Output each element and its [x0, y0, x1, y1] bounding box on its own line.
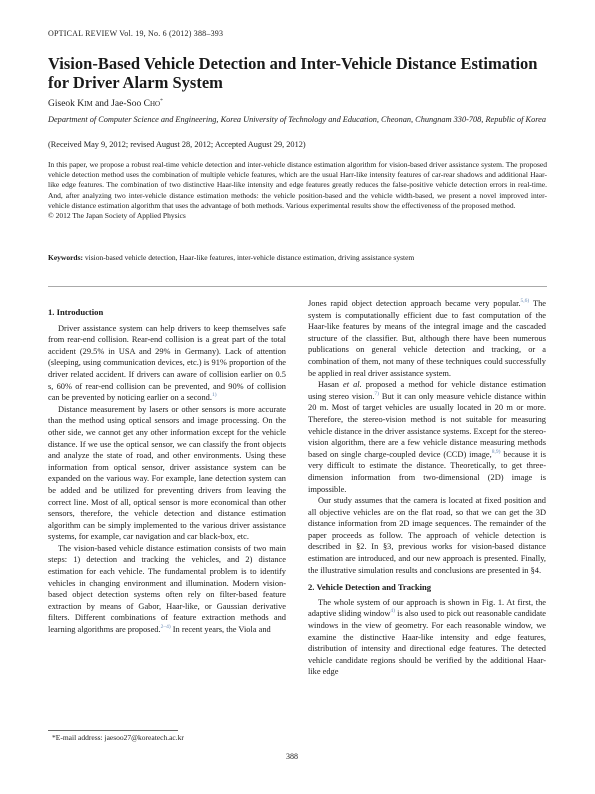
- citation-link[interactable]: 4): [390, 608, 396, 615]
- paper-title: Vision-Based Vehicle Detection and Inter-Vehicle Distance Estimation for Driver Alarm System: [48, 54, 538, 92]
- right-p4-b: is also used to pick out reasonable candidate windows in the view of geometry. For each reasonable window, we examine the distinctive Haar-like intensity and edge features, distribution of intensity and directional edge features. The detected vehicle candidate regions should be verified by the additional Haar-like edge: [308, 609, 546, 677]
- abstract: [48, 160, 547, 221]
- section-divider: [48, 286, 547, 287]
- author-between: and Jae-Soo: [92, 99, 144, 109]
- author-1-last: Kim: [77, 99, 93, 109]
- right-column: [308, 298, 546, 678]
- intro-paragraph-2: Distance measurement by lasers or other sensors is more accurate than the method using optical sensors and image processing. On the other side, we cannot get any other information except for the vehicle distance. If we use the optical sensor, we can classify the front objects and analyze the state of road, and other environments. Using these information from optical sensor, driver assistance system can be expanded on the various way. For example, lane detection system can be added and be utilized for preventing drivers from leaving the correct line. Most of all, optical sensor is more economical than other sensors, therefore, the vehicle detection and distance estimation algorithm can be simply implemented to the various driver assistance systems, for example, car navigation and car black-box, etc.: [48, 404, 286, 542]
- right-p2-c: But it can only measure vehicle distance within 20 m. Most of target vehicles are usually located in 20 m or more. Therefore, the stereo-vision method is not suitable for measuring vehicle distance in the driver assistance systems. Except for the stereo-vision algorithm, there are a few vehicle distance measuring methods based on single charge-coupled device (CCD) image,: [308, 391, 546, 459]
- corresponding-mark: *: [160, 97, 163, 104]
- citation-link[interactable]: 2–4): [160, 624, 171, 631]
- footnote-email: *E-mail address: jaesoo27@koreatech.ac.kr: [52, 733, 184, 742]
- footnote-rule: [48, 730, 178, 731]
- right-p4-a: The whole system of our approach is shown in Fig. 1. At first, the adaptive sliding window: [308, 597, 546, 619]
- right-paragraph-2: [308, 379, 546, 495]
- author-1-first: Giseok: [48, 99, 78, 109]
- right-paragraph-1: [308, 298, 546, 379]
- abstract-text: In this paper, we propose a robust real-time vehicle detection and inter-vehicle distance estimation algorithm for vision-based driver assistance system. The proposed vehicle detection method uses the combination of multiple vehicle features, which are the usual Harr-like intensity features of car-rear shadows and additional Haar-like edge features. The combination of two distinctive Haar-like intensity and edge features greatly reduces the false-positive vehicle detection errors in real-time. And, after analyzing two inter-vehicle distance estimation methods: the vehicle position-based and the vehicle width-based, we present a novel improved inter-vehicle distance estimation algorithm that uses the advantage of both methods. Various experimental results show the effectiveness of the proposed method.: [48, 160, 547, 210]
- keywords: [48, 253, 547, 263]
- right-p2-a: Hasan: [318, 380, 343, 390]
- author-list: [48, 99, 163, 109]
- journal-header: OPTICAL REVIEW Vol. 19, No. 6 (2012) 388–393: [48, 29, 224, 38]
- intro-p3-tail: In recent years, the Viola and: [170, 625, 271, 635]
- section-1-heading: 1. Introduction: [48, 307, 104, 317]
- citation-link[interactable]: 8,9): [491, 448, 501, 455]
- right-p1-tail: The system is computationally efficient due to fast computation of the Haar-like features by means of the integral image and the cascaded structure of the classifier. But, although there have been numerous publications on general vehicle detection and tracking, or a combination of them, not many of these techniques could successfully be applied in real driver assistance system.: [308, 299, 546, 378]
- keywords-label: Keywords:: [48, 253, 83, 262]
- et-al: et al.: [343, 380, 362, 390]
- copyright: © 2012 The Japan Society of Applied Physics: [48, 211, 186, 221]
- right-p2-b: proposed a method for vehicle distance estimation using stereo vision.: [308, 380, 546, 401]
- right-p1-text: Jones rapid object detection approach became very popular.: [308, 299, 521, 308]
- intro-paragraph-3: [48, 543, 286, 636]
- intro-paragraph-1: [48, 323, 286, 404]
- keywords-text: vision-based vehicle detection, Haar-like features, inter-vehicle distance estimation, driving assistance system: [83, 253, 415, 262]
- left-column: [48, 307, 286, 636]
- intro-p3-text: The vision-based vehicle distance estimation consists of two main steps: 1) detection and tracking the vehicles, and 2) distance estimation for each vehicle. The fundamental problem is to identify vehicles in changing environment and illumination. Modern vision-based object detection systems often rely on filter-based feature extraction by means of Gabor, Haar-like, or Gaussian derivative filters. Different combinations of feature extraction methods and learning algorithms are proposed.: [48, 543, 286, 635]
- author-2-last: Cho: [143, 99, 161, 109]
- right-paragraph-3: Our study assumes that the camera is located at fixed position and all objective vehicles are on the flat road, so that we can get the 3D distance information from 2D image sequences. The remainder of the paper proceeds as follow. The approach of vehicle detection is described in §2. In §3, previous works for vision-based distance estimation are introduced, and our new approach is presented. Finally, the illustrative simulation results and conclusions are presented in §4.: [308, 496, 546, 575]
- citation-link[interactable]: 5,6): [520, 298, 530, 305]
- received-dates: (Received May 9, 2012; revised August 28, 2012; Accepted August 29, 2012): [48, 140, 306, 149]
- section-2-heading: 2. Vehicle Detection and Tracking: [308, 582, 432, 593]
- affiliation: Department of Computer Science and Engineering, Korea University of Technology and Education, Cheonan, Chungnam 330-708, Republic of Korea: [48, 115, 546, 124]
- page-number: 388: [286, 752, 298, 761]
- citation-link[interactable]: 1): [211, 392, 217, 399]
- intro-p1-text: Driver assistance system can help drivers to keep themselves safe from rear-end collision. Rear-end collision is a great part of the total accident (29.5% in USA and 29% in Germany). Lack of attention (sleeping, using communication devices, etc.) is 91% proportion of the driver related accident. If drivers can aware of collision earlier on 0.5 s, 60% of rear-end collision can be prevented, and 90% of collision can be prevented by noticing earlier on a second.: [48, 323, 286, 403]
- right-p2-d: because it is very difficult to estimate the distance. Theoretically, to get three-dimension information from two-dimensional (2D) image is impossible.: [308, 449, 546, 494]
- right-paragraph-4: [308, 597, 546, 678]
- citation-link[interactable]: 7): [374, 390, 380, 397]
